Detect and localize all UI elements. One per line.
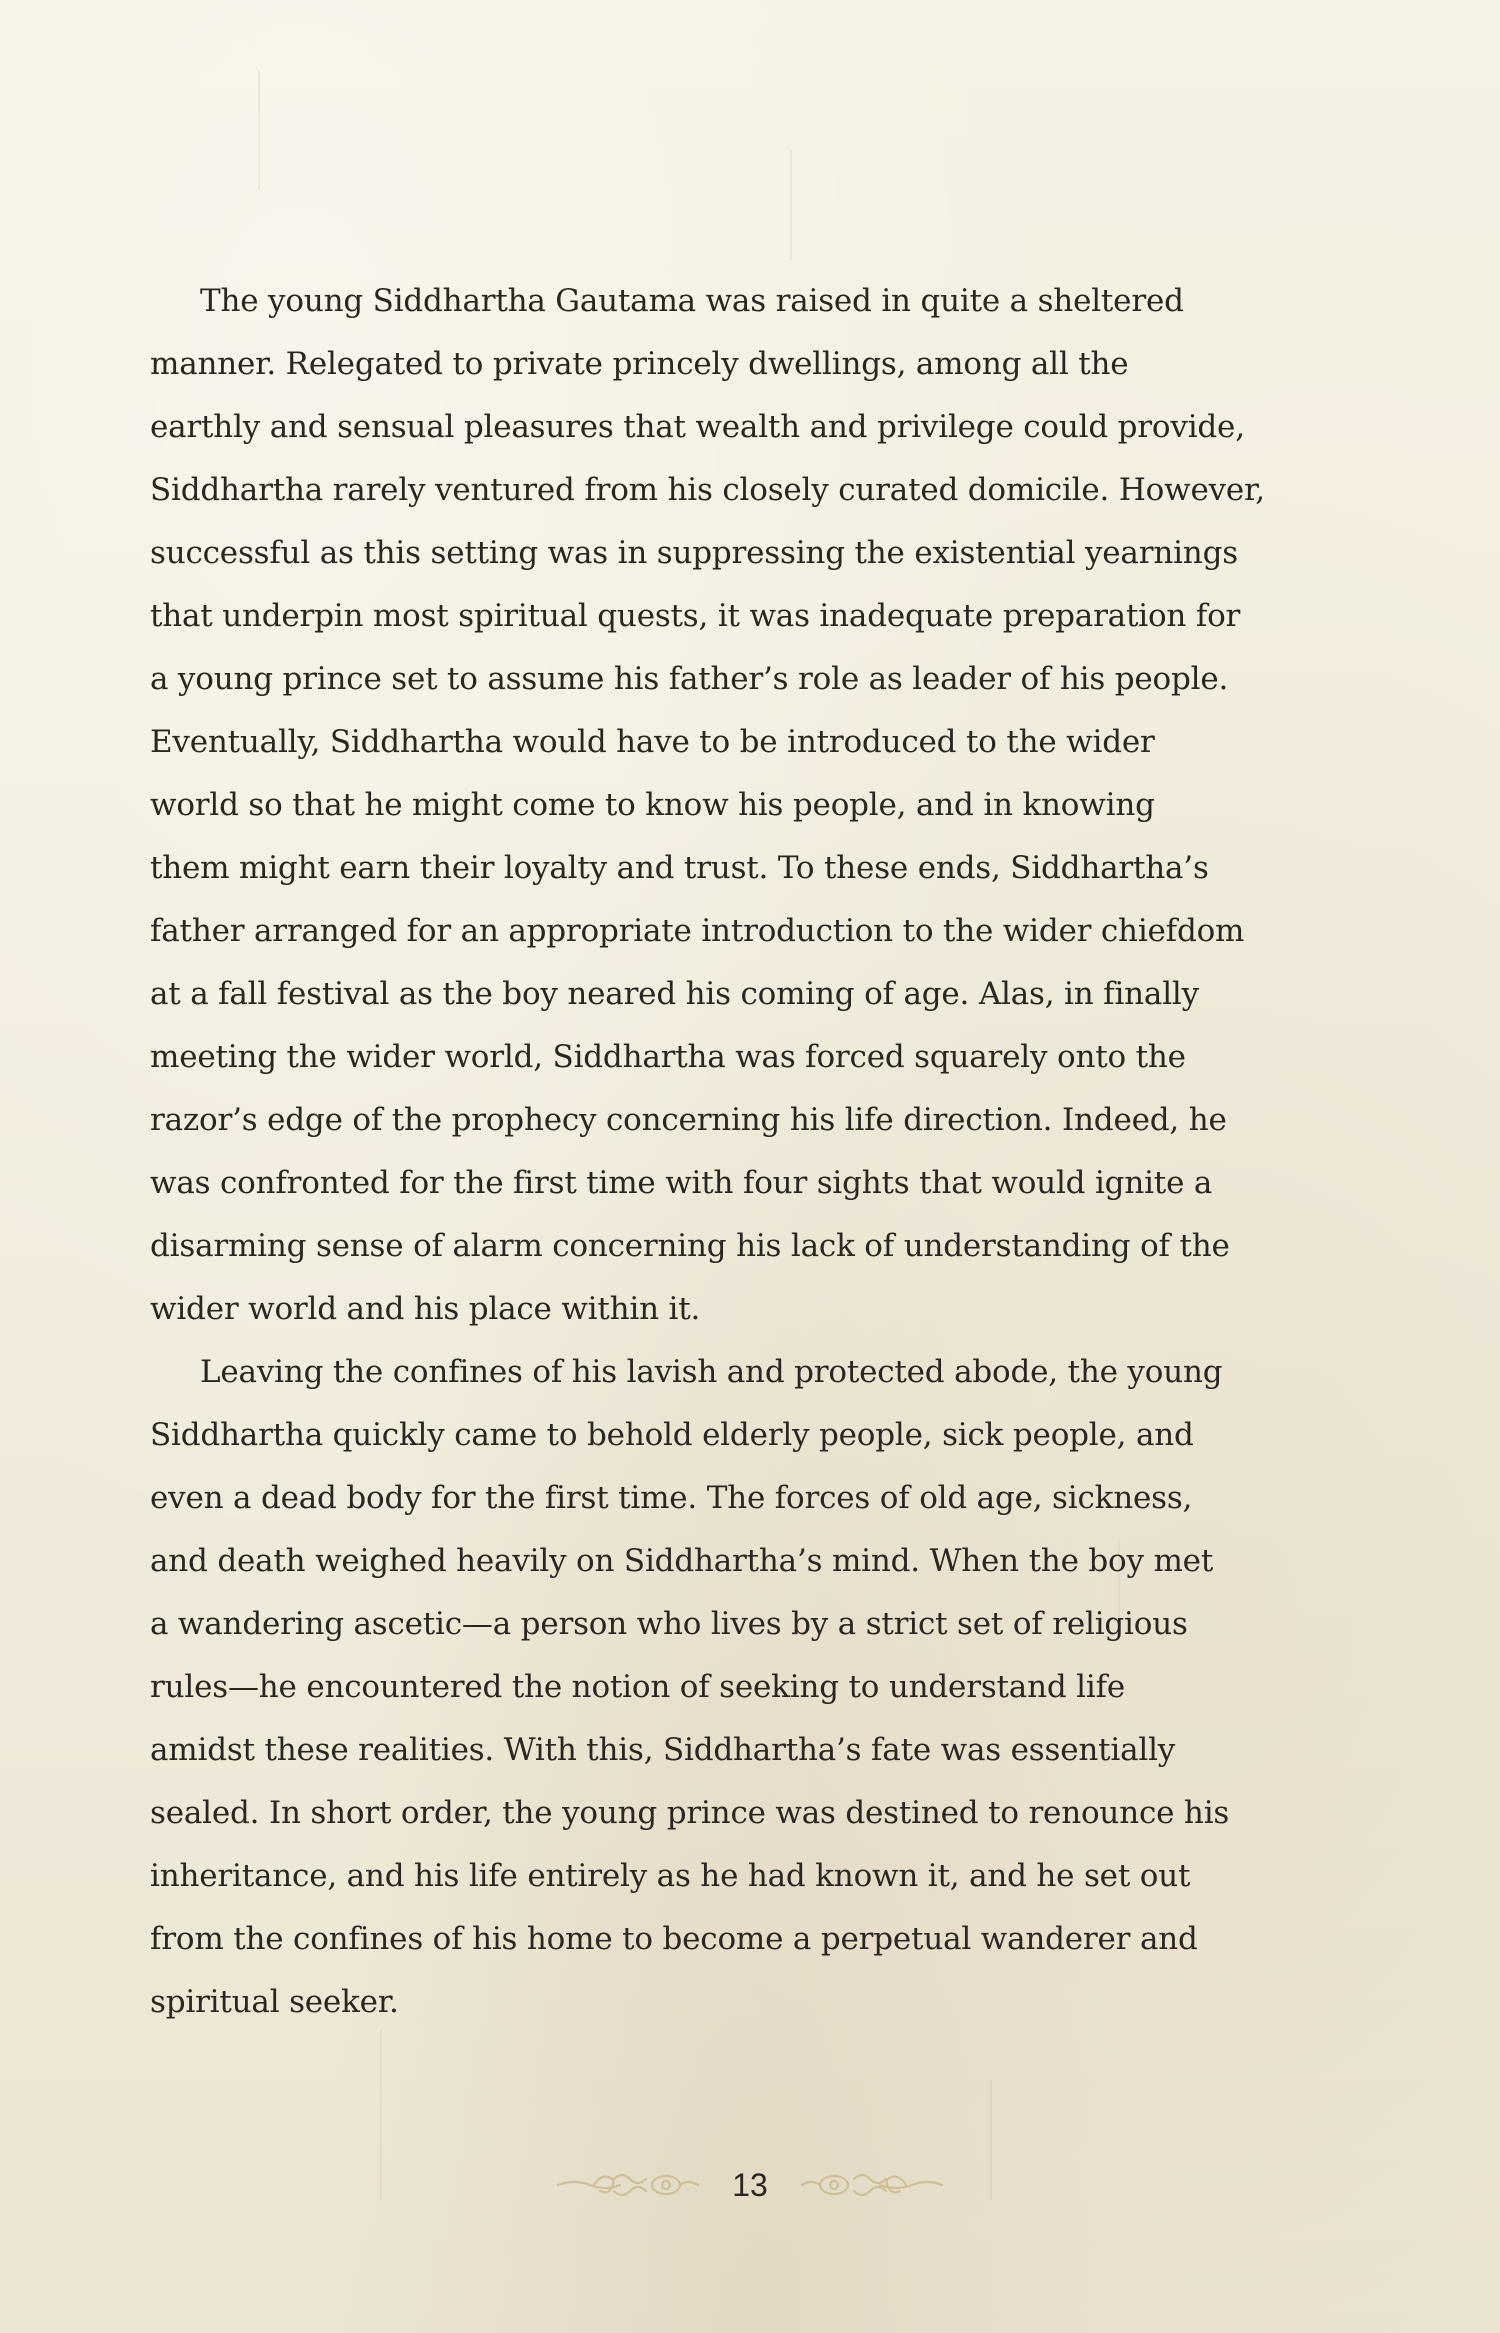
text-line: Eventually, Siddhartha would have to be introduced to the wider (150, 724, 1155, 760)
text-line: even a dead body for the first time. The forces of old age, sickness, (150, 1480, 1193, 1516)
page-number: 13 (732, 2166, 768, 2203)
text-line: from the confines of his home to become a perpetual wanderer and (150, 1921, 1198, 1957)
text-line: amidst these realities. With this, Siddhartha’s fate was essentially (150, 1732, 1176, 1768)
text-line: and death weighed heavily on Siddhartha’s mind. When the boy met (150, 1543, 1214, 1579)
text-line: manner. Relegated to private princely dwellings, among all the (150, 346, 1129, 382)
text-line: a young prince set to assume his father’s role as leader of his people. (150, 661, 1229, 697)
text-line: meeting the wider world, Siddhartha was forced squarely onto the (150, 1039, 1186, 1075)
text-line: Leaving the confines of his lavish and protected abode, the young (200, 1354, 1223, 1390)
body-text (150, 270, 1290, 2034)
text-line: inheritance, and his life entirely as he had known it, and he set out (150, 1858, 1191, 1894)
page-footer (0, 2155, 1500, 2215)
paper-texture-line (258, 70, 260, 190)
text-line: wider world and his place within it. (150, 1291, 701, 1327)
flourish-left-icon (554, 2165, 704, 2205)
text-line: disarming sense of alarm concerning his lack of understanding of the (150, 1228, 1230, 1264)
text-line: that underpin most spiritual quests, it was inadequate preparation for (150, 598, 1241, 634)
text-line: spiritual seeker. (150, 1984, 399, 2020)
text-line: father arranged for an appropriate introduction to the wider chiefdom (150, 913, 1245, 949)
paragraph-2 (150, 1341, 1290, 2034)
text-line: at a fall festival as the boy neared his coming of age. Alas, in finally (150, 976, 1199, 1012)
text-line: razor’s edge of the prophecy concerning his life direction. Indeed, he (150, 1102, 1227, 1138)
text-line: Siddhartha rarely ventured from his closely curated domicile. However, (150, 472, 1265, 508)
text-line: them might earn their loyalty and trust. To these ends, Siddhartha’s (150, 850, 1209, 886)
paper-texture-line (790, 150, 792, 260)
text-line: a wandering ascetic—a person who lives by a strict set of religious (150, 1606, 1188, 1642)
paragraph-1 (150, 270, 1290, 1341)
text-line: The young Siddhartha Gautama was raised in quite a sheltered (200, 283, 1184, 319)
text-line: earthly and sensual pleasures that wealth and privilege could provide, (150, 409, 1245, 445)
text-line: sealed. In short order, the young prince was destined to renounce his (150, 1795, 1230, 1831)
text-line: successful as this setting was in suppressing the existential yearnings (150, 535, 1238, 571)
text-line: rules—he encountered the notion of seeking to understand life (150, 1669, 1125, 1705)
text-line: was confronted for the first time with four sights that would ignite a (150, 1165, 1213, 1201)
text-line: world so that he might come to know his people, and in knowing (150, 787, 1155, 823)
text-line: Siddhartha quickly came to behold elderly people, sick people, and (150, 1417, 1194, 1453)
flourish-right-icon (796, 2165, 946, 2205)
